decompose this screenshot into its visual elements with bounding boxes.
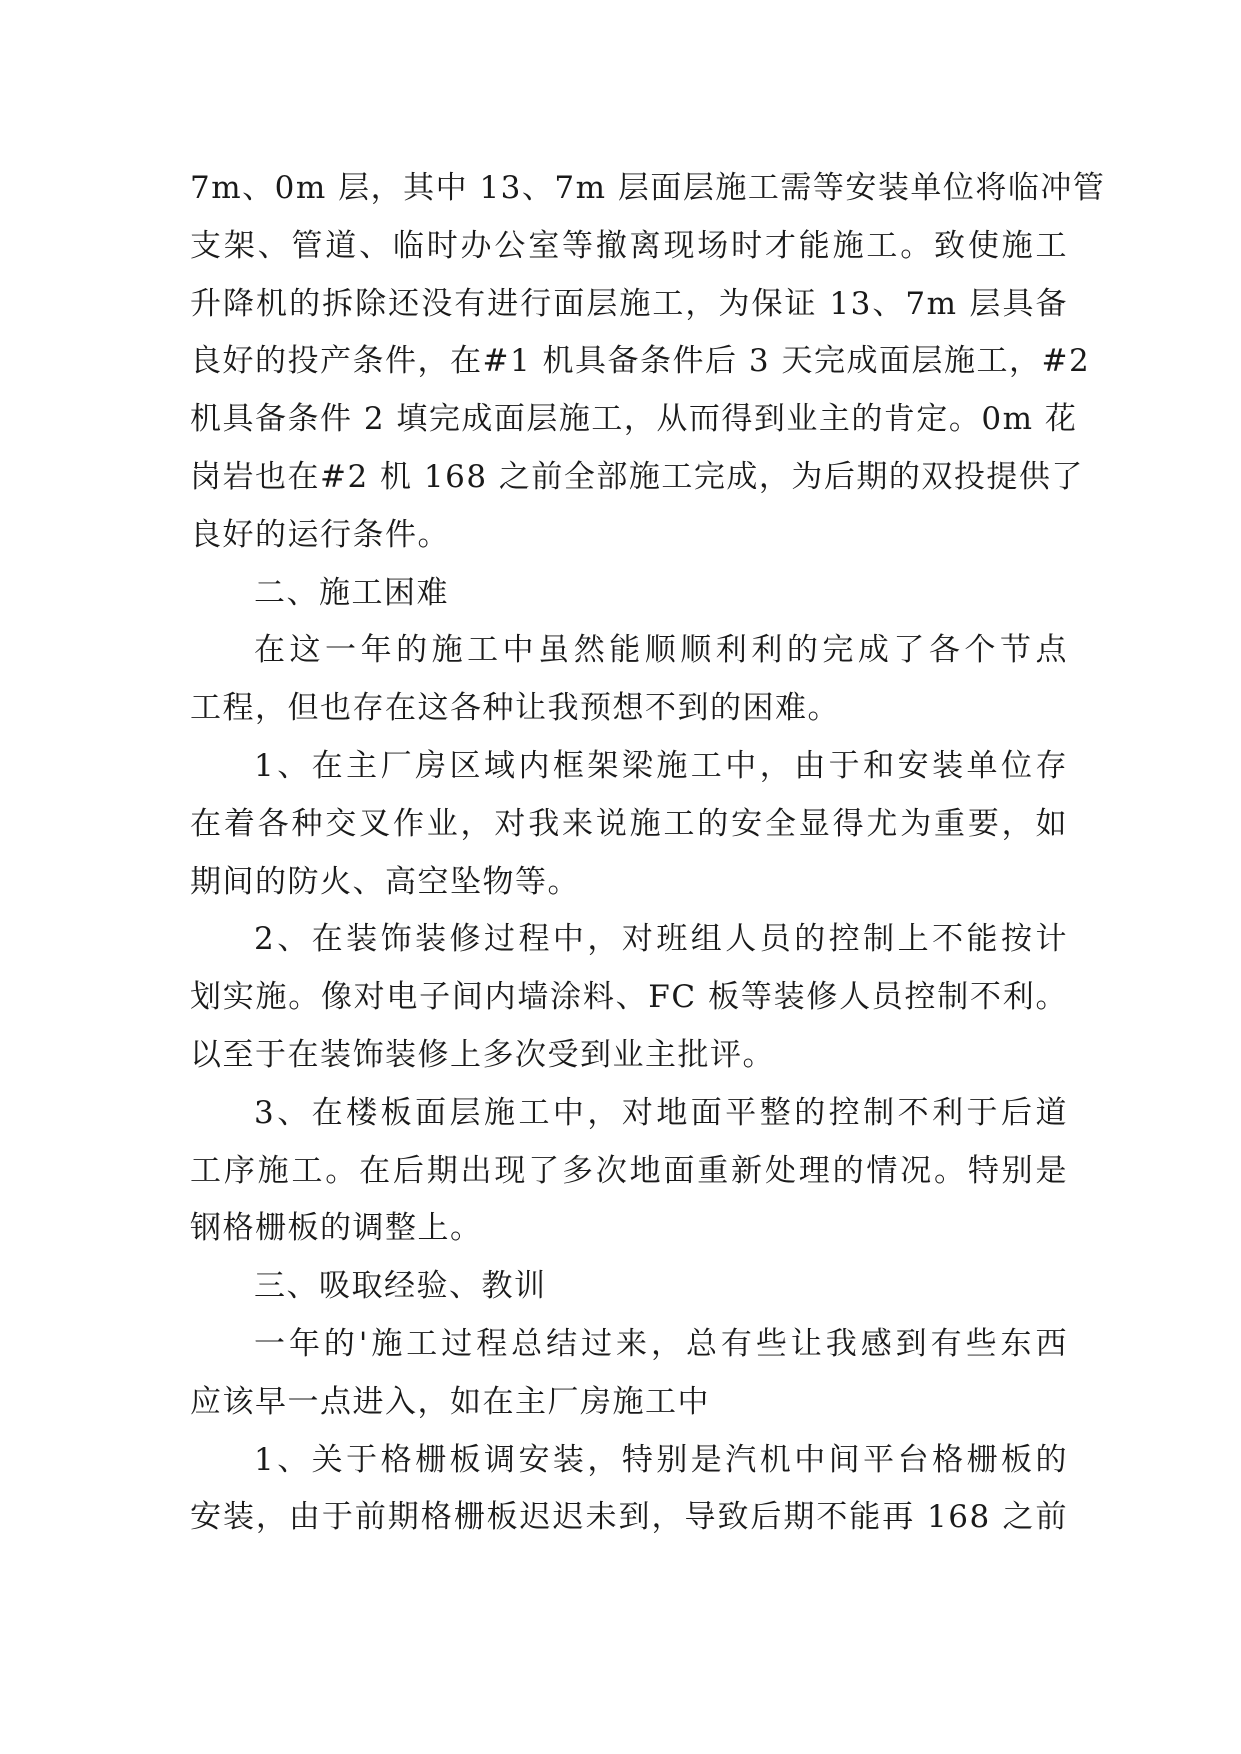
text-line: 岗岩也在#2 机 168 之前全部施工完成，为后期的双投提供了	[190, 458, 1084, 495]
text-line: 三、吸取经验、教训	[254, 1268, 547, 1305]
text-line: 工序施工。在后期出现了多次地面重新处理的情况。特别是	[190, 1152, 1068, 1189]
document-body	[190, 160, 1106, 1547]
text-line: 二、施工困难	[254, 574, 449, 611]
text-line: 1、关于格栅板调安装，特别是汽机中间平台格栅板的	[254, 1441, 1068, 1478]
text-line: 机具备条件 2 填完成面层施工，从而得到业主的肯定。0m 花	[190, 401, 1078, 438]
text-line: 在着各种交叉作业，对我来说施工的安全显得尤为重要，如	[190, 805, 1068, 842]
text-line: 一年的'施工过程总结过来，总有些让我感到有些东西	[254, 1325, 1068, 1362]
text-line: 升降机的拆除还没有进行面层施工，为保证 13、7m 层具备	[190, 285, 1068, 322]
text-line: 良好的运行条件。	[190, 516, 450, 553]
text-line: 良好的投产条件，在#1 机具备条件后 3 天完成面层施工，#2	[190, 343, 1091, 380]
text-line: 钢格栅板的调整上。	[190, 1210, 483, 1247]
text-line: 划实施。像对电子间内墙涂料、FC 板等装修人员控制不利。	[190, 979, 1068, 1016]
text-line: 7m、0m 层，其中 13、7m 层面层施工需等安装单位将临冲管	[190, 170, 1106, 206]
text-line: 支架、管道、临时办公室等撤离现场时才能施工。致使施工	[190, 227, 1068, 264]
text-line: 以至于在装饰装修上多次受到业主批评。	[190, 1036, 775, 1073]
text-line: 2、在装饰装修过程中，对班组人员的控制上不能按计	[254, 921, 1068, 958]
text-line: 安装，由于前期格栅板迟迟未到，导致后期不能再 168 之前	[190, 1499, 1068, 1536]
text-line: 应该早一点进入，如在主厂房施工中	[190, 1383, 710, 1420]
text-line: 1、在主厂房区域内框架梁施工中，由于和安装单位存	[254, 747, 1068, 784]
text-line: 工程，但也存在这各种让我预想不到的困难。	[190, 690, 840, 727]
text-line: 期间的防火、高空坠物等。	[190, 863, 580, 900]
text-line: 在这一年的施工中虽然能顺顺利利的完成了各个节点	[254, 632, 1068, 669]
text-line: 3、在楼板面层施工中，对地面平整的控制不利于后道	[254, 1094, 1068, 1131]
